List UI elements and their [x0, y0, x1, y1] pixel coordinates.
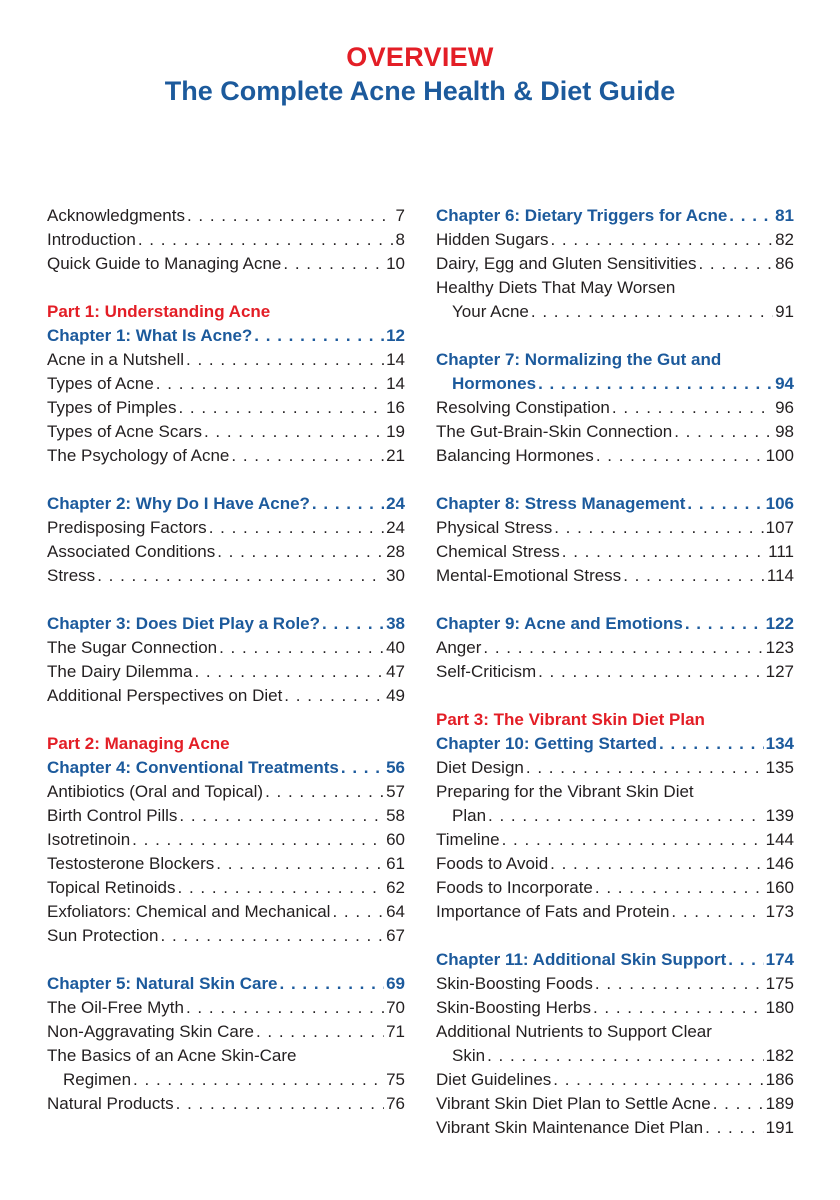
toc-entry[interactable]: The Psychology of Acne . . . 21 — [47, 444, 405, 468]
toc-entry[interactable]: The Oil-Free Myth . . . 70 — [47, 996, 405, 1020]
part-heading: Part 2: Managing Acne — [47, 734, 230, 753]
part-heading: Part 3: The Vibrant Skin Diet Plan — [436, 710, 705, 729]
toc-entry[interactable]: Topical Retinoids . . . 62 — [47, 876, 405, 900]
toc-entry[interactable]: Mental-Emotional Stress . . . 114 — [436, 564, 794, 588]
chapter-entry[interactable]: Chapter 9: Acne and Emotions . . . 122 — [436, 612, 794, 636]
page-header — [0, 40, 840, 108]
toc-entry[interactable]: Birth Control Pills . . . 58 — [47, 804, 405, 828]
toc-entry[interactable]: Regimen . . . 75 — [47, 1068, 405, 1092]
chapter-entry[interactable]: Chapter 11: Additional Skin Support . . . 174 — [436, 948, 794, 972]
toc-entry[interactable]: Vibrant Skin Diet Plan to Settle Acne . . . 189 — [436, 1092, 794, 1116]
chapter-entry[interactable]: Chapter 8: Stress Management . . . 106 — [436, 492, 794, 516]
toc-entry[interactable]: Types of Acne Scars . . . 19 — [47, 420, 405, 444]
toc-left-column — [47, 204, 405, 1116]
toc-entry[interactable]: The Sugar Connection . . . 40 — [47, 636, 405, 660]
toc-entry[interactable]: Quick Guide to Managing Acne . . . 10 — [47, 252, 405, 276]
chapter-entry[interactable]: Chapter 4: Conventional Treatments . . . 56 — [47, 756, 405, 780]
chapter-entry[interactable]: Chapter 1: What Is Acne? . . . 12 — [47, 324, 405, 348]
part-heading: Part 1: Understanding Acne — [47, 302, 271, 321]
toc-entry[interactable]: Resolving Constipation . . . 96 — [436, 396, 794, 420]
chapter-entry[interactable]: Chapter 5: Natural Skin Care . . . 69 — [47, 972, 405, 996]
toc-entry[interactable]: Testosterone Blockers . . . 61 — [47, 852, 405, 876]
toc-entry[interactable]: Foods to Avoid . . . 146 — [436, 852, 794, 876]
toc-entry[interactable]: Types of Acne . . . 14 — [47, 372, 405, 396]
chapter-entry[interactable]: Chapter 3: Does Diet Play a Role? . . . 38 — [47, 612, 405, 636]
toc-entry[interactable]: Anger . . . 123 — [436, 636, 794, 660]
toc-entry-line1[interactable]: The Basics of an Acne Skin-Care — [47, 1046, 297, 1065]
toc-entry[interactable]: Dairy, Egg and Gluten Sensitivities . . . 86 — [436, 252, 794, 276]
toc-entry-line1[interactable]: Preparing for the Vibrant Skin Diet — [436, 782, 694, 801]
toc-entry[interactable]: Skin-Boosting Herbs . . . 180 — [436, 996, 794, 1020]
toc-entry-line1[interactable]: Additional Nutrients to Support Clear — [436, 1022, 712, 1041]
toc-entry[interactable]: Skin-Boosting Foods . . . 175 — [436, 972, 794, 996]
chapter-entry[interactable]: Chapter 2: Why Do I Have Acne? . . . 24 — [47, 492, 405, 516]
toc-entry[interactable]: The Gut-Brain-Skin Connection . . . 98 — [436, 420, 794, 444]
toc-entry[interactable]: Self-Criticism . . . 127 — [436, 660, 794, 684]
toc-entry[interactable]: Exfoliators: Chemical and Mechanical . . . 64 — [47, 900, 405, 924]
toc-entry[interactable]: Diet Design . . . 135 — [436, 756, 794, 780]
toc-entry[interactable]: Timeline . . . 144 — [436, 828, 794, 852]
toc-entry[interactable]: Isotretinoin . . . 60 — [47, 828, 405, 852]
toc-entry[interactable]: Non-Aggravating Skin Care . . . 71 — [47, 1020, 405, 1044]
toc-entry[interactable]: Associated Conditions . . . 28 — [47, 540, 405, 564]
toc-entry[interactable]: Chemical Stress . . . 111 — [436, 540, 794, 564]
book-title: The Complete Acne Health & Diet Guide — [164, 76, 676, 106]
chapter-entry[interactable]: Hormones . . . 94 — [436, 372, 794, 396]
toc-right-column — [436, 204, 794, 1140]
toc-entry[interactable]: Hidden Sugars . . . 82 — [436, 228, 794, 252]
toc-entry[interactable]: Acknowledgments . . . 7 — [47, 204, 405, 228]
chapter-entry[interactable]: Chapter 6: Dietary Triggers for Acne . . . 81 — [436, 204, 794, 228]
toc-entry[interactable]: Predisposing Factors . . . 24 — [47, 516, 405, 540]
overview-heading: OVERVIEW — [346, 42, 494, 72]
toc-entry-line1[interactable]: Healthy Diets That May Worsen — [436, 278, 676, 297]
toc-entry[interactable]: Stress . . . 30 — [47, 564, 405, 588]
toc-entry[interactable]: Skin . . . 182 — [436, 1044, 794, 1068]
toc-entry[interactable]: Plan . . . 139 — [436, 804, 794, 828]
chapter-entry[interactable]: Chapter 10: Getting Started . . . 134 — [436, 732, 794, 756]
chapter-entry-line1[interactable]: Chapter 7: Normalizing the Gut and — [436, 350, 722, 369]
toc-entry[interactable]: Natural Products . . . 76 — [47, 1092, 405, 1116]
toc-entry[interactable]: Balancing Hormones . . . 100 — [436, 444, 794, 468]
toc-entry[interactable]: Introduction . . . 8 — [47, 228, 405, 252]
toc-entry[interactable]: Antibiotics (Oral and Topical) . . . 57 — [47, 780, 405, 804]
toc-entry[interactable]: Diet Guidelines . . . 186 — [436, 1068, 794, 1092]
toc-entry[interactable]: The Dairy Dilemma . . . 47 — [47, 660, 405, 684]
toc-entry[interactable]: Vibrant Skin Maintenance Diet Plan . . . 191 — [436, 1116, 794, 1140]
toc-entry[interactable]: Acne in a Nutshell . . . 14 — [47, 348, 405, 372]
toc-entry[interactable]: Your Acne . . . 91 — [436, 300, 794, 324]
toc-entry[interactable]: Physical Stress . . . 107 — [436, 516, 794, 540]
toc-entry[interactable]: Foods to Incorporate . . . 160 — [436, 876, 794, 900]
toc-entry[interactable]: Sun Protection . . . 67 — [47, 924, 405, 948]
toc-entry[interactable]: Additional Perspectives on Diet . . . 49 — [47, 684, 405, 708]
toc-entry[interactable]: Types of Pimples . . . 16 — [47, 396, 405, 420]
toc-entry[interactable]: Importance of Fats and Protein . . . 173 — [436, 900, 794, 924]
